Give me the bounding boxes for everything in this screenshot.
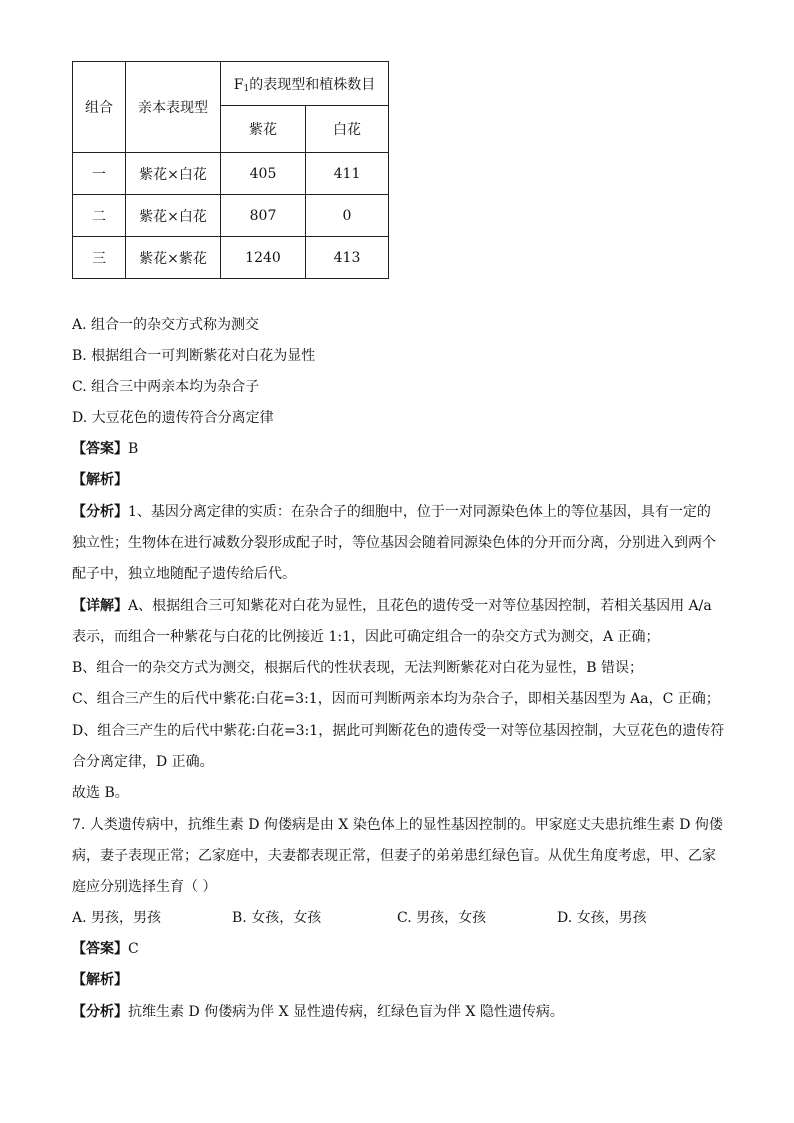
q7-stem-line: 7. 人类遗传病中，抗维生素 D 佝偻病是由 X 染色体上的显性基因控制的。甲家庭丈夫患抗维生素 D 佝偻 (72, 817, 723, 833)
q7-stem-line: 庭应分别选择生育（ ） (72, 879, 217, 895)
q7-answer (72, 939, 139, 959)
q6-detail-line: B、组合一的杂交方式为测交，根据后代的性状表现，无法判断紫花对白花为显性，B 错误； (72, 660, 644, 676)
q6-analysis-tag: 【解析】 (72, 472, 128, 488)
table-row (73, 237, 389, 279)
fenxi-text: 1、基因分离定律的实质：在杂合子的细胞中，位于一对同源染色体上的等位基因，具有一定的 (128, 504, 711, 520)
fenxi-text: 抗维生素 D 佝偻病为伴 X 显性遗传病，红绿色盲为伴 X 隐性遗传病。 (128, 1004, 564, 1020)
cell-group: 三 (73, 237, 126, 279)
detail-text: A、根据组合三可知紫花对白花为显性，且花色的遗传受一对等位基因控制，若相关基因用 A/a (128, 598, 712, 614)
detail-tag: 【详解】 (72, 598, 128, 614)
q6-fenxi-line (72, 502, 711, 522)
q7-option-b: B. 女孩，女孩 (232, 910, 322, 926)
genetics-table (72, 61, 389, 279)
q6-fenxi-line: 独立性；生物体在进行减数分裂形成配子时，等位基因会随着同源染色体的分开而分离，分别进入到两个 (72, 535, 716, 551)
table-row (73, 195, 389, 237)
q7-stem-line: 病，妻子表现正常；乙家庭中，夫妻都表现正常，但妻子的弟弟患红绿色盲。从优生角度考虑，甲、乙家 (72, 848, 716, 864)
q6-detail-line (72, 596, 712, 616)
q6-option-c: C. 组合三中两亲本均为杂合子 (72, 379, 260, 395)
q6-option-d: D. 大豆花色的遗传符合分离定律 (72, 410, 274, 426)
q6-detail-line: D、组合三产生的后代中紫花:白花=3:1，据此可判断花色的遗传受一对等位基因控制，大豆花色的遗传符 (72, 723, 725, 739)
cell-group: 二 (73, 195, 126, 237)
q6-option-a: A. 组合一的杂交方式称为测交 (72, 317, 260, 333)
cell-parent: 紫花×白花 (126, 153, 221, 195)
f1-suffix: 的表现型和植株数目 (249, 76, 376, 93)
cell-parent: 紫花×紫花 (126, 237, 221, 279)
f1-subscript: 1 (243, 83, 250, 94)
cell-purple: 1240 (221, 237, 306, 279)
answer-value: C (128, 941, 139, 957)
q6-answer (72, 439, 138, 459)
cell-white: 0 (306, 195, 389, 237)
fenxi-tag: 【分析】 (72, 1004, 128, 1020)
cell-purple: 807 (221, 195, 306, 237)
table-row (73, 153, 389, 195)
answer-tag: 【答案】 (72, 441, 128, 457)
header-purple: 紫花 (221, 106, 306, 153)
q6-conclusion: 故选 B。 (72, 785, 129, 801)
header-group: 组合 (73, 62, 126, 153)
q6-detail-line: 合分离定律，D 正确。 (72, 754, 214, 770)
q6-detail-line: 表示，而组合一种紫花与白花的比例接近 1:1，因此可确定组合一的杂交方式为测交，A 正确； (72, 629, 660, 645)
cell-purple: 405 (221, 153, 306, 195)
header-parent-phenotype: 亲本表现型 (126, 62, 221, 153)
q7-option-a: A. 男孩，男孩 (72, 910, 162, 926)
header-white: 白花 (306, 106, 389, 153)
q6-detail-line: C、组合三产生的后代中紫花:白花=3:1，因而可判断两亲本均为杂合子，即相关基因型为 Aa，C 正确； (72, 691, 720, 707)
answer-tag: 【答案】 (72, 941, 128, 957)
cell-parent: 紫花×白花 (126, 195, 221, 237)
fenxi-tag: 【分析】 (72, 504, 128, 520)
q7-analysis-tag: 【解析】 (72, 972, 128, 988)
q6-fenxi-line: 配子中，独立地随配子遗传给后代。 (72, 566, 296, 582)
cell-white: 413 (306, 237, 389, 279)
q7-option-d: D. 女孩，男孩 (557, 910, 647, 926)
answer-value: B (128, 441, 139, 457)
header-f1 (221, 62, 389, 106)
q7-fenxi-line (72, 1002, 564, 1022)
cell-group: 一 (73, 153, 126, 195)
f1-letter: F (233, 76, 244, 93)
q7-option-c: C. 男孩，女孩 (397, 910, 487, 926)
q6-option-b: B. 根据组合一可判断紫花对白花为显性 (72, 348, 316, 364)
cell-white: 411 (306, 153, 389, 195)
